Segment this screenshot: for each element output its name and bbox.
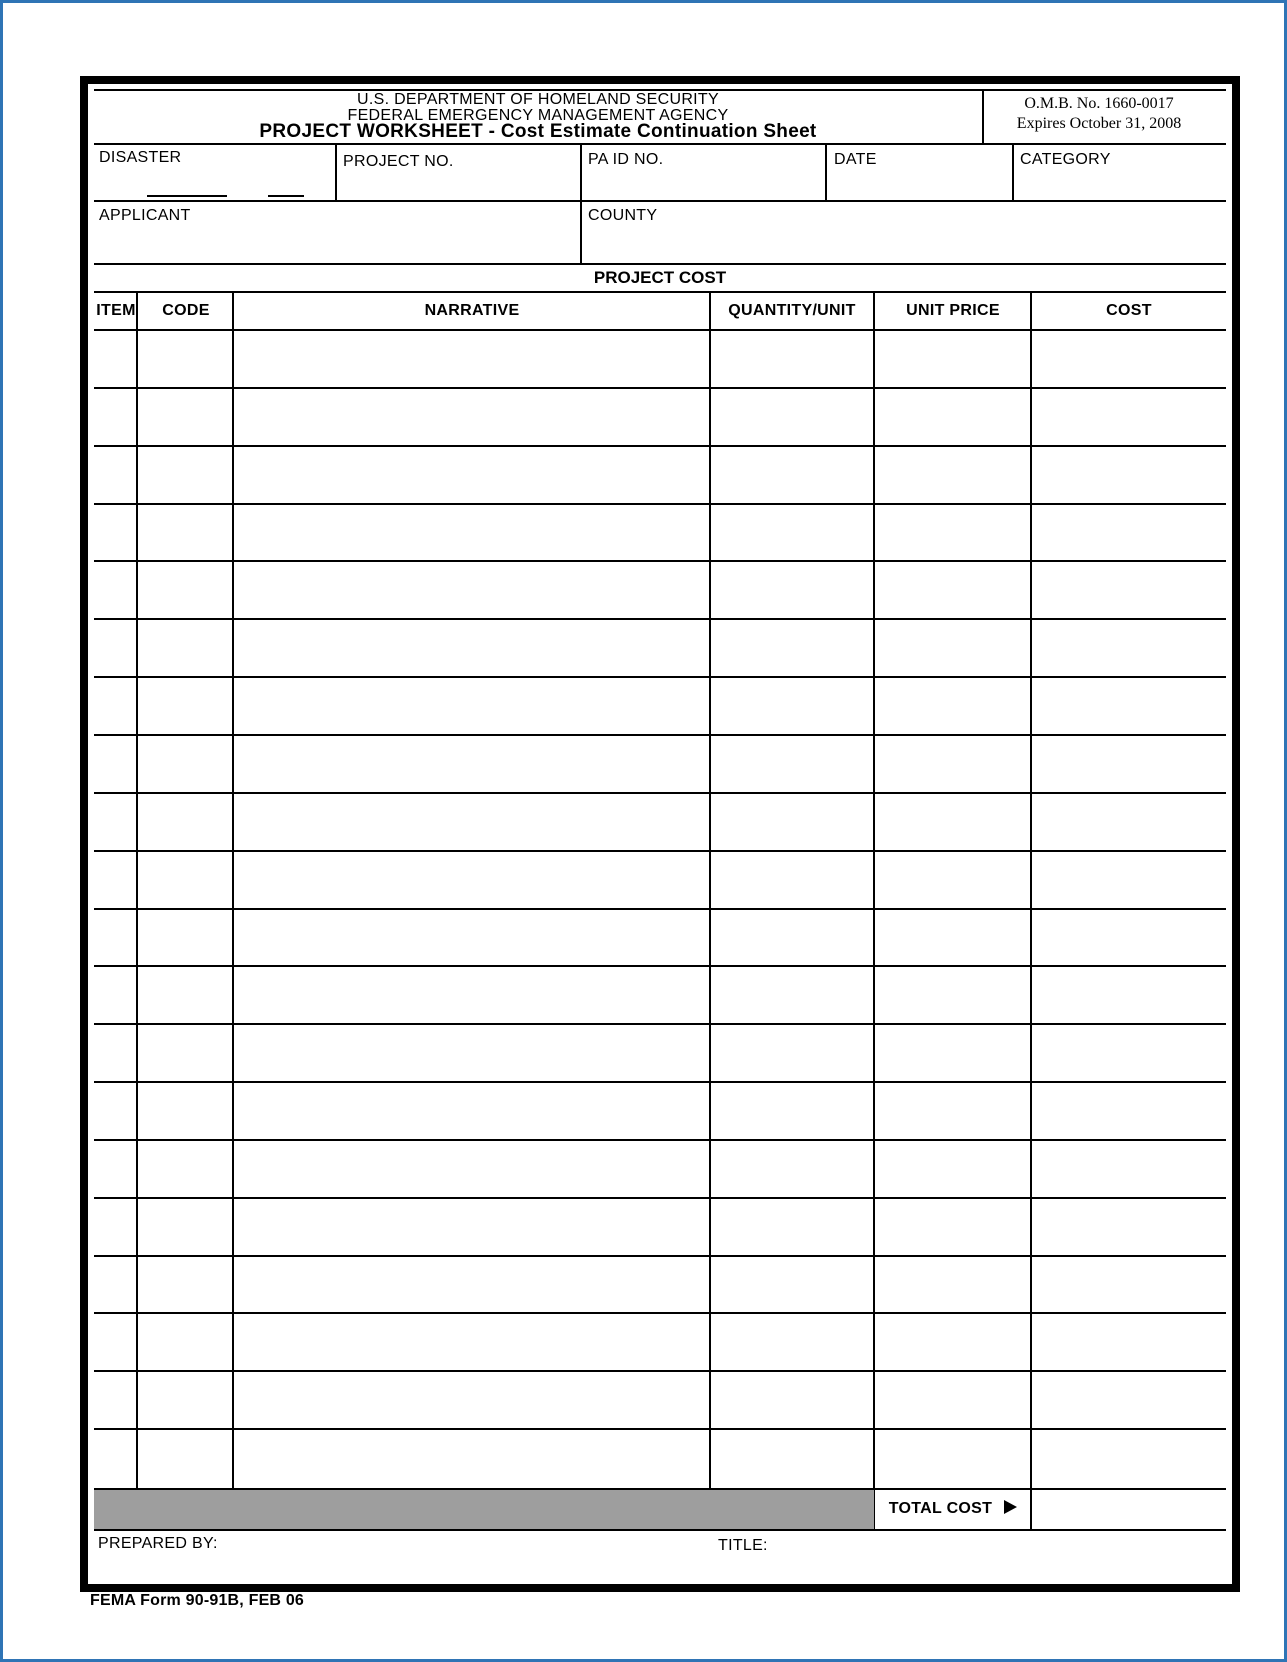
column-header-narrative: NARRATIVE [424,302,520,319]
item-cell[interactable] [94,794,136,850]
quantity-unit-cell[interactable] [711,1025,873,1081]
arrow-right-icon [1004,1500,1017,1514]
narrative-cell[interactable] [234,967,709,1023]
unit-price-cell[interactable] [875,1257,1030,1313]
code-cell[interactable] [138,1257,232,1313]
narrative-cell[interactable] [234,1025,709,1081]
cost-cell[interactable] [1032,1372,1226,1428]
item-cell[interactable] [94,736,136,792]
unit-price-cell[interactable] [875,389,1030,445]
total-cost-text: TOTAL COST [888,1500,993,1517]
unit-price-cell[interactable] [875,852,1030,908]
pa-id-label: PA ID NO. [588,151,664,168]
code-cell[interactable] [138,331,232,387]
narrative-cell[interactable] [234,1257,709,1313]
unit-price-cell[interactable] [875,736,1030,792]
unit-price-cell[interactable] [875,1025,1030,1081]
unit-price-cell[interactable] [875,620,1030,676]
item-cell[interactable] [94,562,136,618]
project-cost-title: PROJECT COST [593,268,727,287]
shaded-area [94,1490,874,1529]
narrative-cell[interactable] [234,678,709,734]
date-label: DATE [834,151,877,168]
code-cell[interactable] [138,447,232,503]
rule [580,143,582,264]
form-identifier: FEMA Form 90-91B, FEB 06 [90,1592,305,1609]
cost-cell[interactable] [1032,331,1226,387]
item-cell[interactable] [94,910,136,966]
total-cost-cell[interactable] [1032,1490,1226,1529]
narrative-cell[interactable] [234,505,709,561]
rule [94,263,1226,265]
narrative-cell[interactable] [234,447,709,503]
code-cell[interactable] [138,1430,232,1486]
agency-name: FEDERAL EMERGENCY MANAGEMENT AGENCY [347,107,729,124]
cost-cell[interactable] [1032,389,1226,445]
rule [94,200,1226,202]
code-cell[interactable] [138,967,232,1023]
quantity-unit-cell[interactable] [711,1141,873,1197]
narrative-cell[interactable] [234,562,709,618]
narrative-cell[interactable] [234,1372,709,1428]
prepared-by-label: PREPARED BY: [98,1535,218,1552]
quantity-unit-cell[interactable] [711,678,873,734]
cost-cell[interactable] [1032,1083,1226,1139]
cost-cell[interactable] [1032,1257,1226,1313]
quantity-unit-cell[interactable] [711,967,873,1023]
cost-cell[interactable] [1032,794,1226,850]
rule [94,143,1226,145]
code-cell[interactable] [138,1083,232,1139]
quantity-unit-cell[interactable] [711,1430,873,1486]
cost-cell[interactable] [1032,678,1226,734]
narrative-cell[interactable] [234,1141,709,1197]
quantity-unit-cell[interactable] [711,331,873,387]
disaster-number-blank[interactable] [147,195,227,197]
disaster-type-blank[interactable] [268,195,304,197]
unit-price-cell[interactable] [875,447,1030,503]
code-cell[interactable] [138,1141,232,1197]
rule [825,143,827,201]
cost-cell[interactable] [1032,910,1226,966]
rule [1012,143,1014,201]
quantity-unit-cell[interactable] [711,1314,873,1370]
item-cell[interactable] [94,852,136,908]
item-cell[interactable] [94,620,136,676]
narrative-cell[interactable] [234,1314,709,1370]
item-cell[interactable] [94,1199,136,1255]
quantity-unit-cell[interactable] [711,1199,873,1255]
item-cell[interactable] [94,1025,136,1081]
code-cell[interactable] [138,910,232,966]
item-cell[interactable] [94,1257,136,1313]
code-cell[interactable] [138,389,232,445]
unit-price-cell[interactable] [875,562,1030,618]
unit-price-cell[interactable] [875,505,1030,561]
narrative-cell[interactable] [234,794,709,850]
rule [335,143,337,201]
quantity-unit-cell[interactable] [711,794,873,850]
column-header-cost: COST [1106,302,1152,319]
narrative-cell[interactable] [234,389,709,445]
item-cell[interactable] [94,1141,136,1197]
cost-cell[interactable] [1032,1314,1226,1370]
total-cost-label [876,1500,1030,1518]
quantity-unit-cell[interactable] [711,620,873,676]
code-cell[interactable] [138,1199,232,1255]
narrative-cell[interactable] [234,910,709,966]
narrative-cell[interactable] [234,852,709,908]
code-cell[interactable] [138,1314,232,1370]
quantity-unit-cell[interactable] [711,389,873,445]
quantity-unit-cell[interactable] [711,736,873,792]
title-label: TITLE: [718,1537,768,1554]
narrative-cell[interactable] [234,620,709,676]
narrative-cell[interactable] [234,331,709,387]
cost-cell[interactable] [1032,1199,1226,1255]
column-header-code: CODE [162,302,210,319]
item-cell[interactable] [94,967,136,1023]
column-header-item: ITEM [96,302,136,319]
cost-cell[interactable] [1032,852,1226,908]
project-no-label: PROJECT NO. [343,153,454,170]
item-cell[interactable] [94,331,136,387]
cost-cell[interactable] [1032,1430,1226,1486]
narrative-cell[interactable] [234,1430,709,1486]
item-cell[interactable] [94,447,136,503]
item-cell[interactable] [94,505,136,561]
item-cell[interactable] [94,1372,136,1428]
code-cell[interactable] [138,1372,232,1428]
prepared-by-field[interactable] [94,1531,709,1575]
code-cell[interactable] [138,678,232,734]
cost-cell[interactable] [1032,967,1226,1023]
code-cell[interactable] [138,794,232,850]
code-cell[interactable] [138,852,232,908]
unit-price-cell[interactable] [875,1199,1030,1255]
cost-cell[interactable] [1032,1025,1226,1081]
rule [94,291,1226,293]
item-cell[interactable] [94,678,136,734]
code-cell[interactable] [138,505,232,561]
quantity-unit-cell[interactable] [711,852,873,908]
unit-price-cell[interactable] [875,678,1030,734]
quantity-unit-cell[interactable] [711,447,873,503]
form-title: PROJECT WORKSHEET - Cost Estimate Continuation Sheet [259,121,817,142]
cost-cell[interactable] [1032,736,1226,792]
unit-price-cell[interactable] [875,1314,1030,1370]
cost-cell[interactable] [1032,447,1226,503]
disaster-label: DISASTER [99,149,182,166]
column-header-quantity-unit: QUANTITY/UNIT [728,302,856,319]
unit-price-cell[interactable] [875,967,1030,1023]
unit-price-cell[interactable] [875,331,1030,387]
title-field[interactable] [711,1531,1226,1575]
code-cell[interactable] [138,562,232,618]
unit-price-cell[interactable] [875,1083,1030,1139]
expiration-date: Expires October 31, 2008 [1016,115,1182,132]
item-cell[interactable] [94,1083,136,1139]
cost-cell[interactable] [1032,620,1226,676]
unit-price-cell[interactable] [875,794,1030,850]
quantity-unit-cell[interactable] [711,1372,873,1428]
unit-price-cell[interactable] [875,1372,1030,1428]
cost-cell[interactable] [1032,505,1226,561]
quantity-unit-cell[interactable] [711,910,873,966]
quantity-unit-cell[interactable] [711,562,873,618]
item-cell[interactable] [94,389,136,445]
item-cell[interactable] [94,1314,136,1370]
narrative-cell[interactable] [234,736,709,792]
cost-cell[interactable] [1032,562,1226,618]
code-cell[interactable] [138,620,232,676]
quantity-unit-cell[interactable] [711,505,873,561]
unit-price-cell[interactable] [875,1430,1030,1486]
omb-number: O.M.B. No. 1660-0017 [1024,95,1174,112]
code-cell[interactable] [138,736,232,792]
cost-cell[interactable] [1032,1141,1226,1197]
narrative-cell[interactable] [234,1083,709,1139]
item-cell[interactable] [94,1430,136,1486]
category-label: CATEGORY [1020,151,1111,168]
applicant-label: APPLICANT [99,207,191,224]
county-label: COUNTY [588,207,658,224]
code-cell[interactable] [138,1025,232,1081]
unit-price-cell[interactable] [875,910,1030,966]
department-name: U.S. DEPARTMENT OF HOMELAND SECURITY [357,91,719,108]
quantity-unit-cell[interactable] [711,1083,873,1139]
quantity-unit-cell[interactable] [711,1257,873,1313]
narrative-cell[interactable] [234,1199,709,1255]
unit-price-cell[interactable] [875,1141,1030,1197]
column-header-unit-price: UNIT PRICE [906,302,1000,319]
